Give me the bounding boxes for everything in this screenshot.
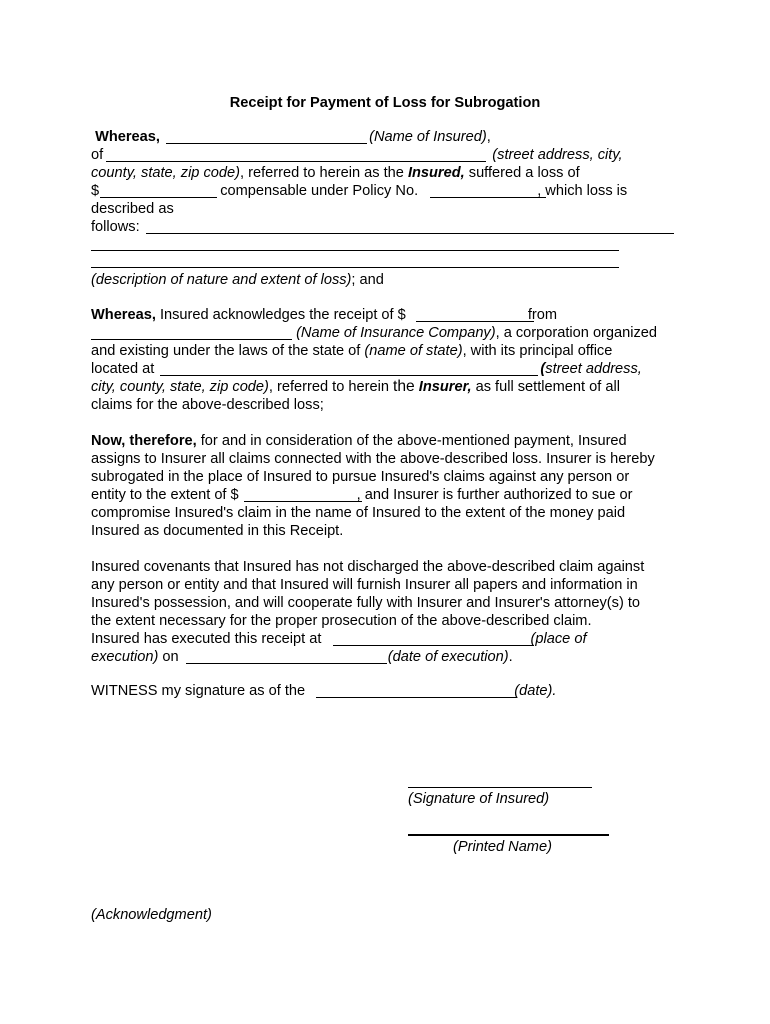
whereas-label-2: Whereas, xyxy=(91,307,156,323)
date-of-execution-label: (date of execution) xyxy=(387,649,509,665)
located-at-text: located at xyxy=(91,361,155,377)
p3-text-5: compromise Insured's claim in the name of Insured to the extent of the money paid xyxy=(91,505,626,521)
p3-line3 xyxy=(91,468,629,486)
the-text: the xyxy=(393,378,415,395)
insurer-term: Insurer, xyxy=(418,379,472,395)
p4-text-4: the extent necessary for the proper prosecution of the above-described claim. xyxy=(91,613,592,629)
existing-text: and existing under the laws of the state of xyxy=(91,343,361,359)
which-loss-text: , which loss is xyxy=(537,183,628,199)
and-text: ; and xyxy=(351,272,384,288)
description-label: (description of nature and extent of loss) xyxy=(91,272,352,288)
dollar-sign: $ xyxy=(91,183,100,199)
full-settlement-text: as full settlement of all xyxy=(475,379,620,395)
p4-line2 xyxy=(91,576,638,594)
county-state-label: county, state, zip code) xyxy=(91,165,240,181)
referred-text-2: , referred to herein xyxy=(268,379,389,395)
extent-amount-blank[interactable] xyxy=(244,501,362,502)
period: . xyxy=(508,649,513,665)
signature-of-insured-label: (Signature of Insured) xyxy=(408,791,550,807)
p3-text-4b: , and Insurer is further authorized to sue or xyxy=(356,487,633,503)
name-of-insured-label: (Name of Insured) xyxy=(369,129,487,145)
suffered-text: suffered a loss of xyxy=(468,165,580,181)
follows-text: follows: xyxy=(91,219,140,235)
insured-term: Insured, xyxy=(407,165,465,181)
acknowledgment-line xyxy=(91,906,212,924)
signature-label-line xyxy=(408,790,549,808)
p1-line5 xyxy=(91,200,174,218)
p3-line5 xyxy=(91,504,625,522)
p1-line3 xyxy=(91,164,580,182)
of-label: of xyxy=(91,147,104,163)
on-text: on xyxy=(162,649,179,665)
from-text: from xyxy=(527,307,558,323)
insured-address-blank[interactable] xyxy=(106,161,486,162)
now-therefore-label: Now, therefore, xyxy=(91,433,197,449)
printed-name-line xyxy=(453,838,552,856)
p3-text-2: assigns to Insurer all claims connected with the above-described loss. Insurer is hereby xyxy=(91,451,655,467)
principal-office-text: , with its principal office xyxy=(462,343,613,359)
p3-line1 xyxy=(91,432,627,450)
insured-name-blank[interactable] xyxy=(166,143,367,144)
p4-line1 xyxy=(91,558,644,576)
referred-text: , referred to herein as the xyxy=(240,165,404,181)
comma: , xyxy=(486,129,491,145)
street-address-label: (street address, city, xyxy=(492,147,623,163)
open-paren: ( xyxy=(540,361,546,377)
compensable-text: compensable under Policy No. xyxy=(220,183,419,199)
loss-description-blank-1[interactable] xyxy=(146,233,674,234)
street-address-label-2: street address, xyxy=(545,361,642,377)
whereas-label: Whereas, xyxy=(95,129,160,145)
p4-text-1: Insured covenants that Insured has not discharged the above-described claim against xyxy=(91,559,645,575)
place-of-execution-blank[interactable] xyxy=(333,645,534,646)
insurance-company-blank[interactable] xyxy=(91,339,292,340)
witness-text: WITNESS my signature as of the xyxy=(91,683,306,699)
p1-line6 xyxy=(91,218,140,236)
printed-name-blank[interactable] xyxy=(408,834,609,836)
witness-date-blank[interactable] xyxy=(316,697,517,698)
p2-line5 xyxy=(91,378,620,396)
insurer-address-blank[interactable] xyxy=(160,375,538,376)
loss-description-blank-3[interactable] xyxy=(91,267,619,268)
acknowledges-text: Insured acknowledges the receipt of $ xyxy=(159,307,406,323)
payment-amount-blank[interactable] xyxy=(416,321,534,322)
execution-label: execution) xyxy=(91,649,159,665)
p3-text-3: subrogated in the place of Insured to pursue Insured's claims against any person or xyxy=(91,469,630,485)
document-title: Receipt for Payment of Loss for Subrogation xyxy=(229,95,541,111)
policy-number-blank[interactable] xyxy=(430,197,546,198)
acknowledgment-label: (Acknowledgment) xyxy=(91,907,212,923)
printed-name-label: (Printed Name) xyxy=(453,839,552,855)
loss-description-blank-2[interactable] xyxy=(91,250,619,251)
signature-blank[interactable] xyxy=(408,787,592,788)
city-county-label: city, county, state, zip code) xyxy=(91,379,269,395)
witness-date-label: (date). xyxy=(514,683,557,699)
p4-text-3: Insured's possession, and will cooperate fully with Insurer and Insurer's attorney(s) to xyxy=(91,595,641,611)
name-of-state-label: (name of state) xyxy=(364,343,463,359)
date-of-execution-blank[interactable] xyxy=(186,663,387,664)
p1-line7 xyxy=(91,271,384,289)
p3-text-1: for and in consideration of the above-mentioned payment, Insured xyxy=(200,433,627,449)
p3-line6 xyxy=(91,522,343,540)
described-as-text: described as xyxy=(91,201,174,217)
p3-text-4a: entity to the extent of $ xyxy=(91,487,239,503)
p2-line6 xyxy=(91,396,324,414)
claims-text: claims for the above-described loss; xyxy=(91,397,324,413)
corporation-text: , a corporation organized xyxy=(495,325,658,341)
p2-line3 xyxy=(91,342,612,360)
p3-line2 xyxy=(91,450,655,468)
p4-line4 xyxy=(91,612,592,630)
p4-line3 xyxy=(91,594,640,612)
p4-text-2: any person or entity and that Insured will furnish Insurer all papers and information in xyxy=(91,577,638,593)
p4-text-5: Insured has executed this receipt at xyxy=(91,631,322,647)
loss-amount-blank[interactable] xyxy=(100,197,217,198)
insurance-company-label: (Name of Insurance Company) xyxy=(296,325,496,341)
place-of-label: (place of xyxy=(530,631,587,647)
p3-text-6: Insured as documented in this Receipt. xyxy=(91,523,344,539)
